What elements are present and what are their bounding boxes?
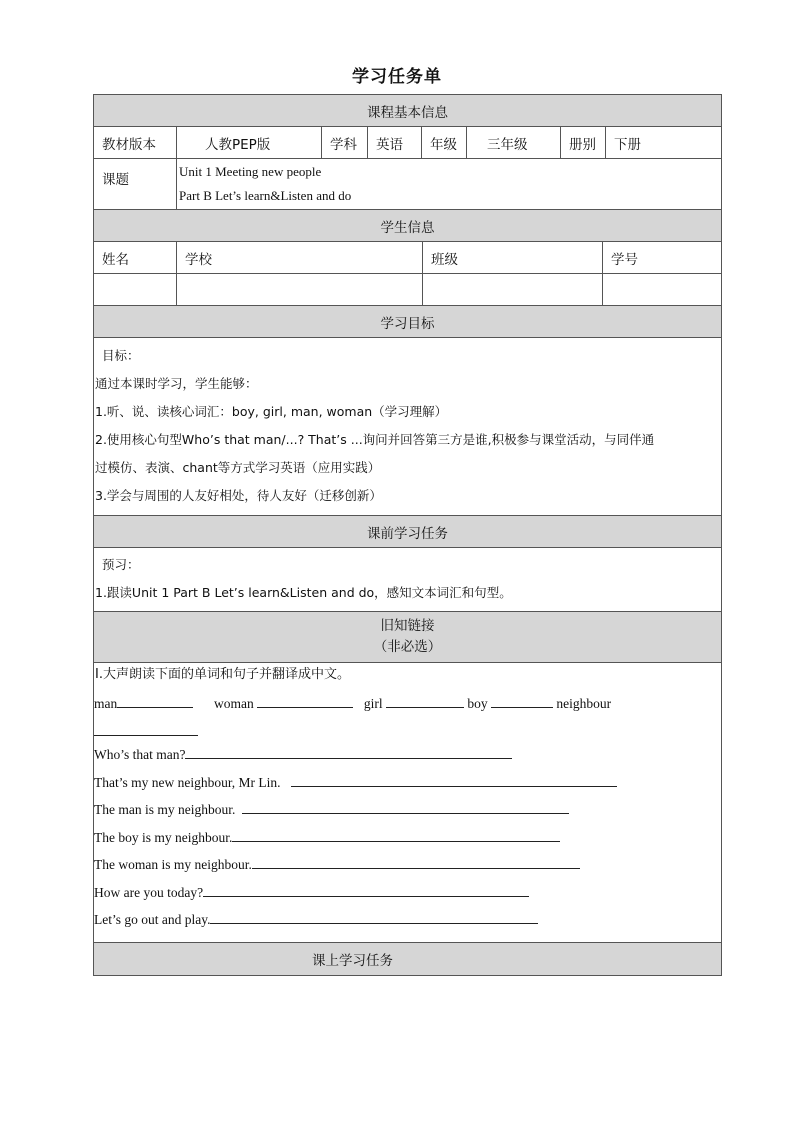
word: boy — [467, 696, 488, 711]
goals-line: 目标： — [102, 348, 140, 363]
goals-body — [94, 338, 721, 515]
topic-row — [94, 159, 721, 210]
goals-line: 1.听、说、读核心词汇：boy, girl, man, woman（学习理解） — [95, 404, 448, 419]
student-label-row — [94, 242, 721, 274]
student-input-row — [94, 274, 721, 306]
goals-header-row — [94, 306, 721, 338]
word-list — [94, 687, 721, 721]
subject-label: 学科 — [322, 127, 368, 158]
pre-class-header: 课前学习任务 — [94, 516, 721, 547]
course-info-header-row — [94, 95, 721, 127]
sentence: That’s my new neighbour, Mr Lin. — [94, 774, 281, 790]
page-title: 学习任务单 — [352, 67, 442, 87]
answer-blank[interactable] — [242, 799, 569, 814]
answer-blank[interactable] — [232, 827, 560, 842]
goals-header: 学习目标 — [94, 306, 721, 337]
pre-class-body-row — [94, 548, 721, 612]
pre-class-header-row — [94, 516, 721, 548]
answer-blank[interactable] — [257, 693, 353, 708]
goals-line: 过模仿、表演、chant等方式学习英语（应用实践） — [95, 460, 381, 475]
edition-value: 人教PEP版 — [177, 127, 322, 158]
goals-line: 3.学会与周围的人友好相处，待人友好（迁移创新） — [95, 488, 382, 503]
word-list-cont — [94, 721, 721, 741]
student-info-header-row — [94, 210, 721, 242]
in-class-header: 课上学习任务 — [94, 943, 721, 975]
goals-body-row — [94, 338, 721, 516]
answer-blank[interactable] — [386, 693, 464, 708]
student-info-header: 学生信息 — [94, 210, 721, 241]
task-sheet-table — [93, 94, 722, 976]
class-label: 班级 — [423, 242, 603, 273]
word: woman — [214, 696, 254, 711]
sentence: The man is my neighbour. — [94, 802, 236, 817]
student-id-field[interactable] — [603, 274, 721, 305]
goals-line: 通过本课时学习，学生能够： — [95, 376, 258, 391]
volume-label: 册别 — [561, 127, 606, 158]
course-info-header: 课程基本信息 — [94, 95, 721, 126]
topic-line-1: Unit 1 Meeting new people — [179, 164, 322, 179]
answer-blank[interactable] — [291, 772, 617, 787]
review-header — [94, 612, 721, 662]
sentence: The boy is my neighbour. — [94, 829, 233, 845]
sentence-row — [94, 769, 721, 797]
name-field[interactable] — [94, 274, 177, 305]
pre-class-line: 1.跟读Unit 1 Part B Let’s learn&Listen and do，感知文本词汇和句型。 — [95, 585, 512, 600]
sentence-row — [94, 741, 721, 769]
review-body-row — [94, 663, 721, 943]
volume-value: 下册 — [614, 136, 641, 153]
edition-label: 教材版本 — [94, 127, 177, 158]
sentence-row — [94, 906, 721, 934]
review-note: （非必选） — [373, 639, 442, 655]
course-meta-row — [94, 127, 721, 159]
answer-blank[interactable] — [210, 909, 538, 924]
answer-blank[interactable] — [117, 693, 193, 708]
in-class-header-row — [94, 943, 721, 975]
answer-blank[interactable] — [185, 744, 512, 759]
answer-blank[interactable] — [203, 882, 529, 897]
goals-line: 2.使用核心句型Who’s that man/...? That’s ...询问并回答第三方是谁,积极参与课堂活动，与同伴通 — [95, 432, 655, 447]
topic-label: 课题 — [94, 159, 177, 209]
answer-blank[interactable] — [252, 854, 580, 869]
review-instruction: I.大声朗读下面的单词和句子并翻译成中文。 — [95, 667, 350, 682]
sentence: How are you today? — [94, 884, 204, 900]
sentence-row — [94, 879, 721, 907]
subject-value: 英语 — [368, 127, 422, 158]
school-field[interactable] — [177, 274, 423, 305]
topic-line-2: Part B Let’s learn&Listen and do — [179, 188, 352, 203]
review-body — [94, 663, 721, 942]
pre-class-line: 预习： — [102, 557, 140, 572]
review-title: 旧知链接 — [380, 618, 435, 634]
answer-blank[interactable] — [94, 721, 198, 736]
sentence: Who’s that man? — [94, 747, 186, 762]
answer-blank[interactable] — [491, 693, 553, 708]
sentence: Let’s go out and play. — [94, 912, 211, 927]
sentence-row — [94, 796, 721, 824]
sentence-row — [94, 824, 721, 852]
word: girl — [363, 696, 383, 711]
pre-class-body — [94, 548, 721, 611]
class-field[interactable] — [423, 274, 603, 305]
review-header-row — [94, 612, 721, 663]
school-label: 学校 — [177, 242, 423, 273]
sentence-row — [94, 851, 721, 879]
word: man — [94, 696, 118, 711]
word: neighbour — [556, 696, 612, 711]
topic-value — [177, 159, 721, 209]
sentence: The woman is my neighbour. — [94, 857, 252, 872]
grade-value: 三年级 — [467, 127, 561, 158]
grade-label: 年级 — [422, 127, 467, 158]
name-label: 姓名 — [94, 242, 177, 273]
student-id-label: 学号 — [611, 251, 638, 268]
